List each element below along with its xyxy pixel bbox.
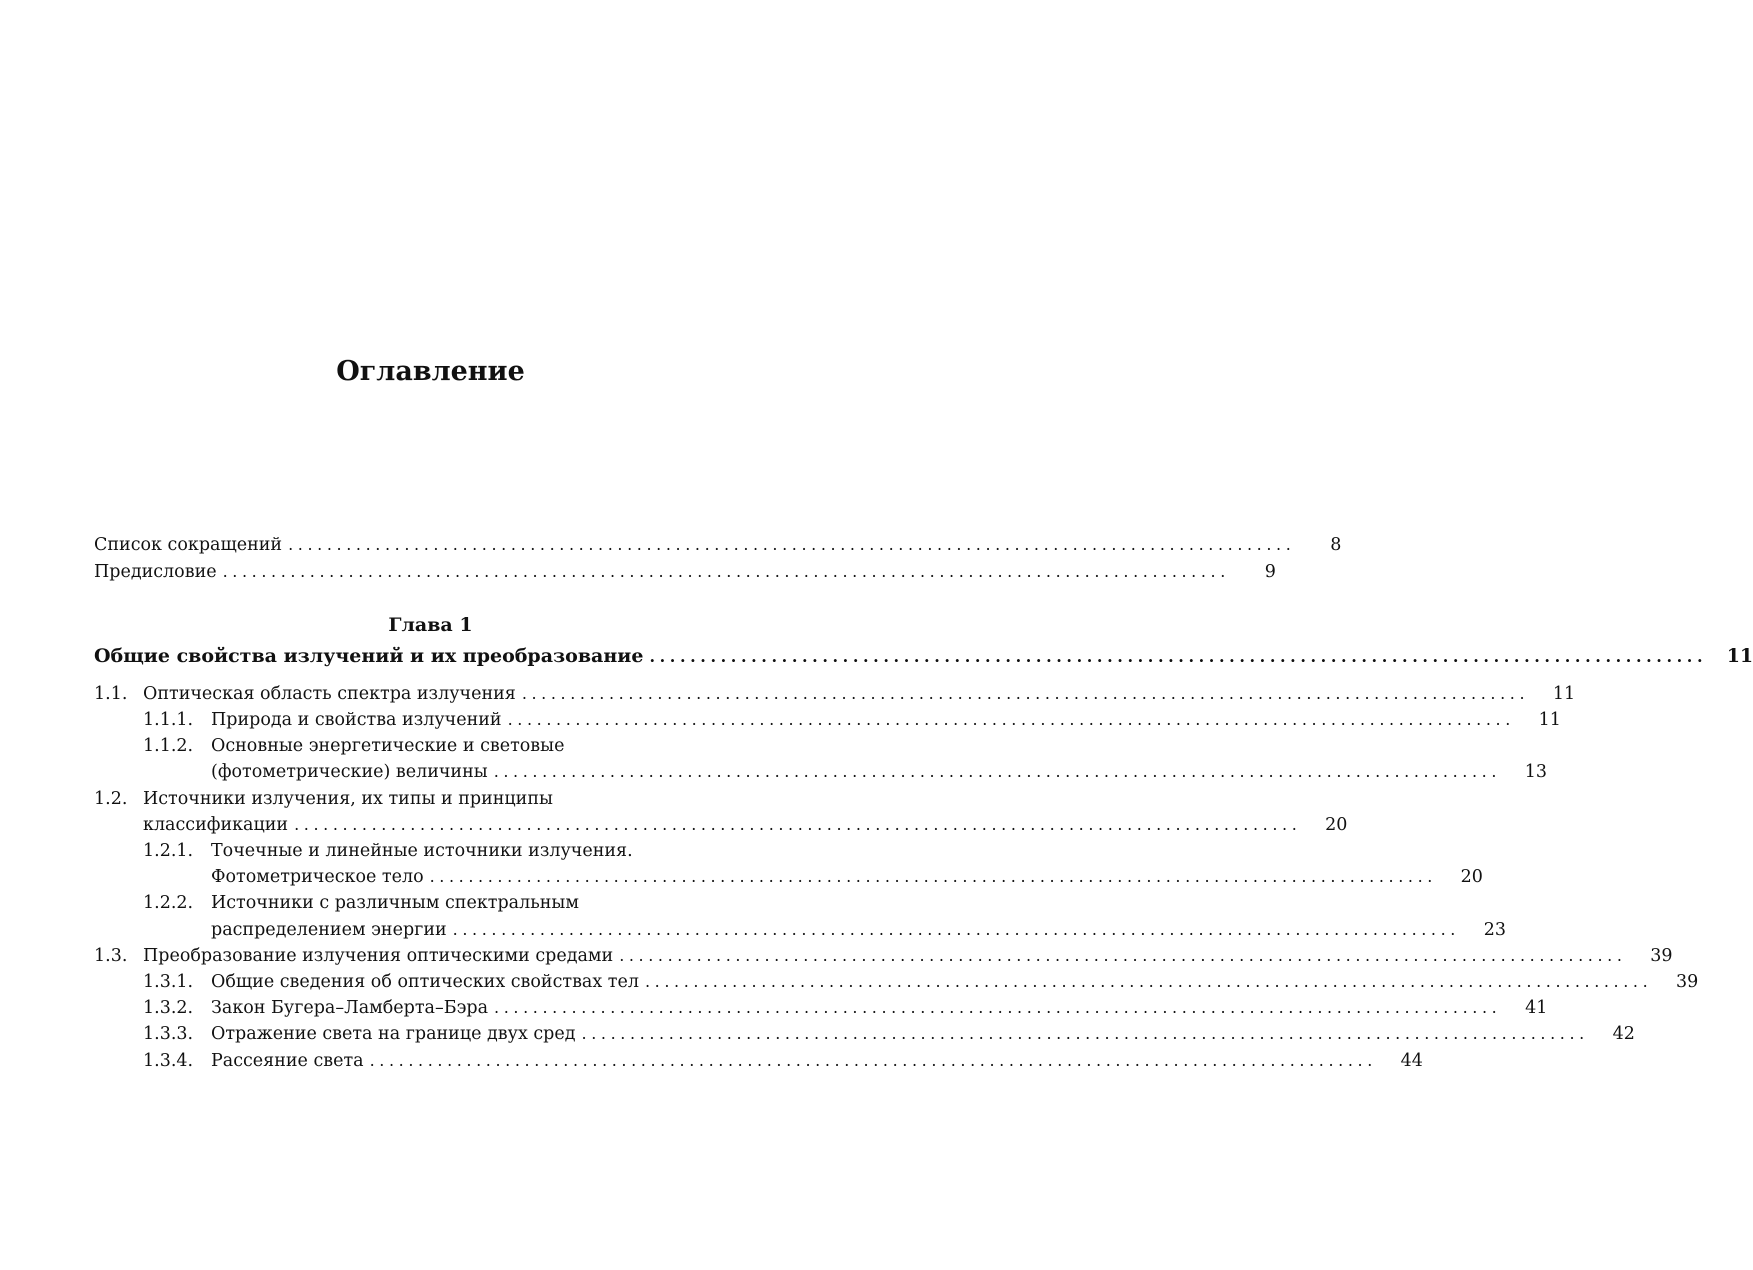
leader-dots: ........................................................................................................ xyxy=(649,647,1708,666)
toc-page-number: 11 xyxy=(1726,645,1753,667)
toc-page-number: 42 xyxy=(1612,1024,1635,1044)
section-number: 1.2.2. xyxy=(143,893,194,913)
toc-page-number: 23 xyxy=(1483,920,1506,940)
section-number: 1.2. xyxy=(94,789,128,809)
toc-page-number: 8 xyxy=(1330,535,1342,555)
section-number: 1.1. xyxy=(94,684,128,704)
section-number: 1.3. xyxy=(94,946,128,966)
toc-entry-title: Список сокращений xyxy=(94,535,283,555)
toc-entry-title: Источники излучения, их типы и принципы xyxy=(143,789,553,809)
toc-entry-section-1-2-cont[interactable] xyxy=(94,812,1348,838)
toc-entry-section-1-2-2[interactable] xyxy=(94,890,768,916)
toc-entry-section-1-1[interactable] xyxy=(94,681,1576,707)
section-number: 1.1.1. xyxy=(143,710,194,730)
toc-entry-title: распределением энергии xyxy=(211,920,447,940)
toc-entry-section-1-3[interactable] xyxy=(94,943,1673,969)
toc-entry-title: Природа и свойства излучений xyxy=(211,710,502,730)
toc-entry-title: классификации xyxy=(143,815,289,835)
section-number: 1.3.3. xyxy=(143,1024,194,1044)
toc-entry-title: Основные энергетические и световые xyxy=(211,736,565,756)
leader-dots: ........................................................................................................ xyxy=(494,998,1502,1017)
toc-entry-title: Закон Бугера–Ламберта–Бэра xyxy=(211,998,489,1018)
toc-entry-title: Преобразование излучения оптическими средами xyxy=(143,946,614,966)
toc-entry-chapter-1[interactable] xyxy=(94,643,1753,669)
toc-entry-title: Предисловие xyxy=(94,562,217,582)
toc-entry-section-1-1-2-cont[interactable] xyxy=(94,759,1548,785)
leader-dots: ........................................................................................................ xyxy=(493,762,1502,781)
toc-entry-section-1-2-1-cont[interactable] xyxy=(94,864,1483,890)
leader-dots: ........................................................................................................ xyxy=(507,710,1515,729)
leader-dots: ........................................................................................................ xyxy=(222,562,1230,581)
toc-entry-title: (фотометрические) величины xyxy=(211,762,488,782)
toc-entry-abbreviations[interactable] xyxy=(94,532,1342,558)
toc-entry-section-1-2[interactable] xyxy=(94,786,768,812)
toc-page-number: 44 xyxy=(1400,1051,1423,1071)
toc-page-number: 39 xyxy=(1676,972,1699,992)
section-number: 1.2.1. xyxy=(143,841,194,861)
toc-page-number: 11 xyxy=(1552,684,1576,704)
chapter-title: Общие свойства излучений и их преобразование xyxy=(94,645,644,667)
toc-entry-section-1-3-2[interactable] xyxy=(94,995,1548,1021)
toc-entry-title: Источники с различным спектральным xyxy=(211,893,579,913)
section-number: 1.3.2. xyxy=(143,998,194,1018)
toc-page-number: 13 xyxy=(1524,762,1548,782)
toc-entry-title: Общие сведения об оптических свойствах тел xyxy=(211,972,639,992)
toc-entry-section-1-3-4[interactable] xyxy=(94,1048,1423,1074)
toc-entry-preface[interactable] xyxy=(94,559,1276,585)
toc-page-number: 39 xyxy=(1650,946,1673,966)
toc-page-number: 11 xyxy=(1538,710,1561,730)
section-number: 1.3.1. xyxy=(143,972,194,992)
leader-dots: ........................................................................................................ xyxy=(452,920,1460,939)
toc-entry-title: Фотометрическое тело xyxy=(211,867,424,887)
toc-entry-title: Оптическая область спектра излучения xyxy=(143,684,516,704)
toc-entry-section-1-3-3[interactable] xyxy=(94,1021,1635,1047)
leader-dots: ........................................................................................................ xyxy=(369,1051,1377,1070)
leader-dots: ........................................................................................................ xyxy=(288,535,1296,554)
toc-entry-section-1-2-2-cont[interactable] xyxy=(94,917,1506,943)
section-number: 1.1.2. xyxy=(143,736,194,756)
leader-dots: ........................................................................................................ xyxy=(429,867,1437,886)
leader-dots: ........................................................................................................ xyxy=(619,946,1627,965)
toc-entry-section-1-1-1[interactable] xyxy=(94,707,1561,733)
toc-entry-title: Отражение света на границе двух сред xyxy=(211,1024,576,1044)
toc-entry-section-1-3-1[interactable] xyxy=(94,969,1699,995)
chapter-label: Глава 1 xyxy=(388,614,473,636)
toc-entry-title: Точечные и линейные источники излучения. xyxy=(211,841,633,861)
toc-entry-section-1-1-2[interactable] xyxy=(94,733,768,759)
toc-page-number: 9 xyxy=(1264,562,1276,582)
leader-dots: ........................................................................................................ xyxy=(521,684,1530,703)
toc-page-number: 20 xyxy=(1460,867,1483,887)
leader-dots: ........................................................................................................ xyxy=(644,972,1653,991)
toc-page-number: 20 xyxy=(1325,815,1348,835)
section-number: 1.3.4. xyxy=(143,1051,194,1071)
toc-page-number: 41 xyxy=(1525,998,1548,1018)
toc-entry-section-1-2-1[interactable] xyxy=(94,838,768,864)
leader-dots: ........................................................................................................ xyxy=(581,1024,1589,1043)
page-title: Оглавление xyxy=(336,356,525,387)
toc-entry-title: Рассеяние света xyxy=(211,1051,364,1071)
leader-dots: ........................................................................................................ xyxy=(294,815,1302,834)
